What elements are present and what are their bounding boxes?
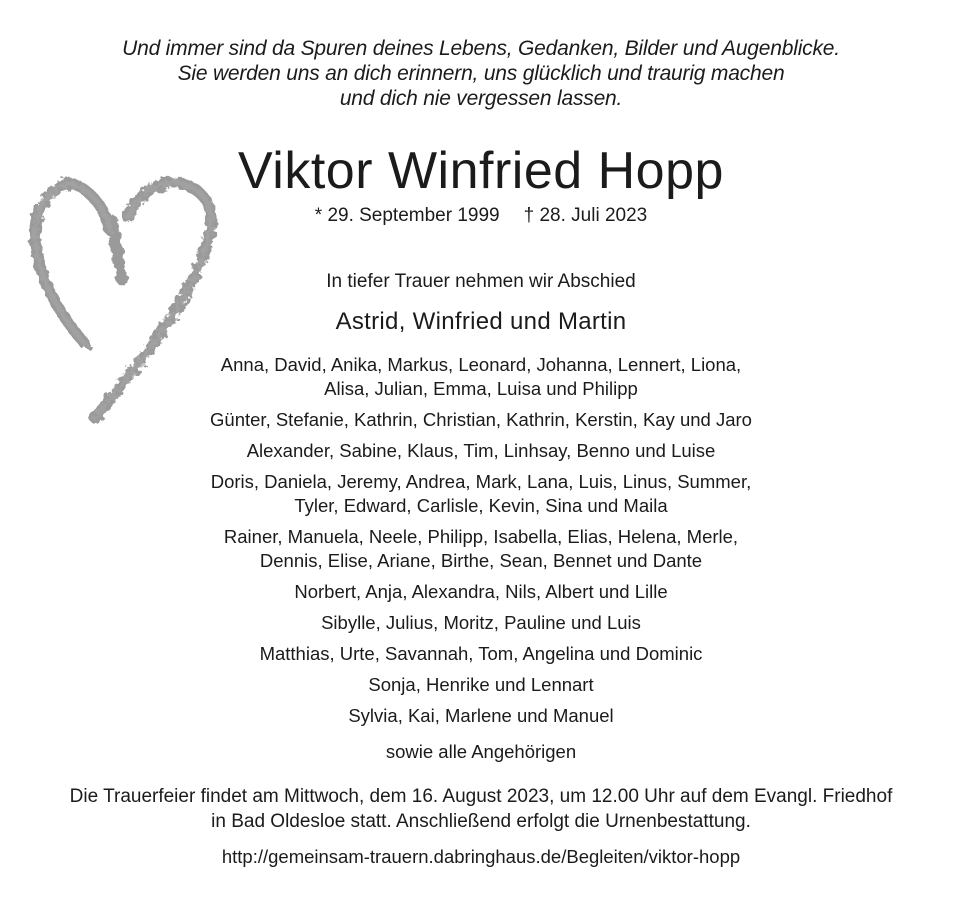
immediate-family: Astrid, Winfried und Martin	[335, 308, 627, 335]
mourners-group-relatives	[0, 740, 962, 764]
mourners-group	[0, 470, 962, 518]
mourners-group-line: Tyler, Edward, Carlisle, Kevin, Sina und Maila	[294, 495, 668, 516]
epigraph	[0, 0, 962, 111]
funeral-details-line: Die Trauerfeier findet am Mittwoch, dem 16. August 2023, um 12.00 Uhr auf dem Evangl. Friedhof	[69, 786, 893, 807]
mourners-group	[0, 642, 962, 666]
mourners-group-line: Alisa, Julian, Emma, Luisa und Philipp	[324, 378, 638, 399]
mourners-list	[0, 353, 962, 764]
mourners-group	[0, 353, 962, 401]
funeral-details	[0, 784, 962, 834]
mourners-group	[0, 704, 962, 728]
mourners-group	[0, 611, 962, 635]
mourners-group-line: sowie alle Angehörigen	[385, 741, 577, 762]
mourning-intro: In tiefer Trauer nehmen wir Abschied	[326, 271, 636, 292]
mourners-group	[0, 673, 962, 697]
epigraph-line: und dich nie vergessen lassen.	[339, 87, 623, 110]
mourners-group-line: Rainer, Manuela, Neele, Philipp, Isabella, Elias, Helena, Merle,	[223, 526, 739, 547]
epigraph-line: Sie werden uns an dich erinnern, uns glücklich und traurig machen	[177, 62, 785, 85]
mourners-group-line: Dennis, Elise, Ariane, Birthe, Sean, Bennet und Dante	[259, 550, 703, 571]
mourners-group-line: Sonja, Henrike und Lennart	[368, 674, 594, 695]
birth-date: * 29. September 1999	[314, 205, 500, 226]
life-dates	[0, 205, 962, 227]
deceased-name: Viktor Winfried Hopp	[238, 142, 724, 200]
epigraph-line: Und immer sind da Spuren deines Lebens, Gedanken, Bilder und Augenblicke.	[122, 37, 840, 60]
mourners-group	[0, 525, 962, 573]
mourners-group-line: Alexander, Sabine, Klaus, Tim, Linhsay, Benno und Luise	[246, 440, 716, 461]
mourners-group	[0, 408, 962, 432]
mourners-group-line: Anna, David, Anika, Markus, Leonard, Johanna, Lennert, Liona,	[220, 354, 742, 375]
mourners-group-line: Sylvia, Kai, Marlene und Manuel	[348, 705, 614, 726]
memorial-url[interactable]: http://gemeinsam-trauern.dabringhaus.de/Begleiten/viktor-hopp	[221, 846, 741, 867]
mourners-group	[0, 439, 962, 463]
mourners-group-line: Sibylle, Julius, Moritz, Pauline und Luis	[321, 612, 641, 633]
mourners-group-line: Norbert, Anja, Alexandra, Nils, Albert und Lille	[294, 581, 668, 602]
mourners-group-line: Günter, Stefanie, Kathrin, Christian, Kathrin, Kerstin, Kay und Jaro	[210, 409, 752, 430]
death-date: † 28. Juli 2023	[523, 205, 648, 226]
mourners-group-line: Matthias, Urte, Savannah, Tom, Angelina und Dominic	[259, 643, 703, 664]
mourners-group-line: Doris, Daniela, Jeremy, Andrea, Mark, Lana, Luis, Linus, Summer,	[210, 471, 752, 492]
funeral-details-line: in Bad Oldesloe statt. Anschließend erfolgt die Urnenbestattung.	[211, 811, 751, 832]
mourners-group	[0, 580, 962, 604]
